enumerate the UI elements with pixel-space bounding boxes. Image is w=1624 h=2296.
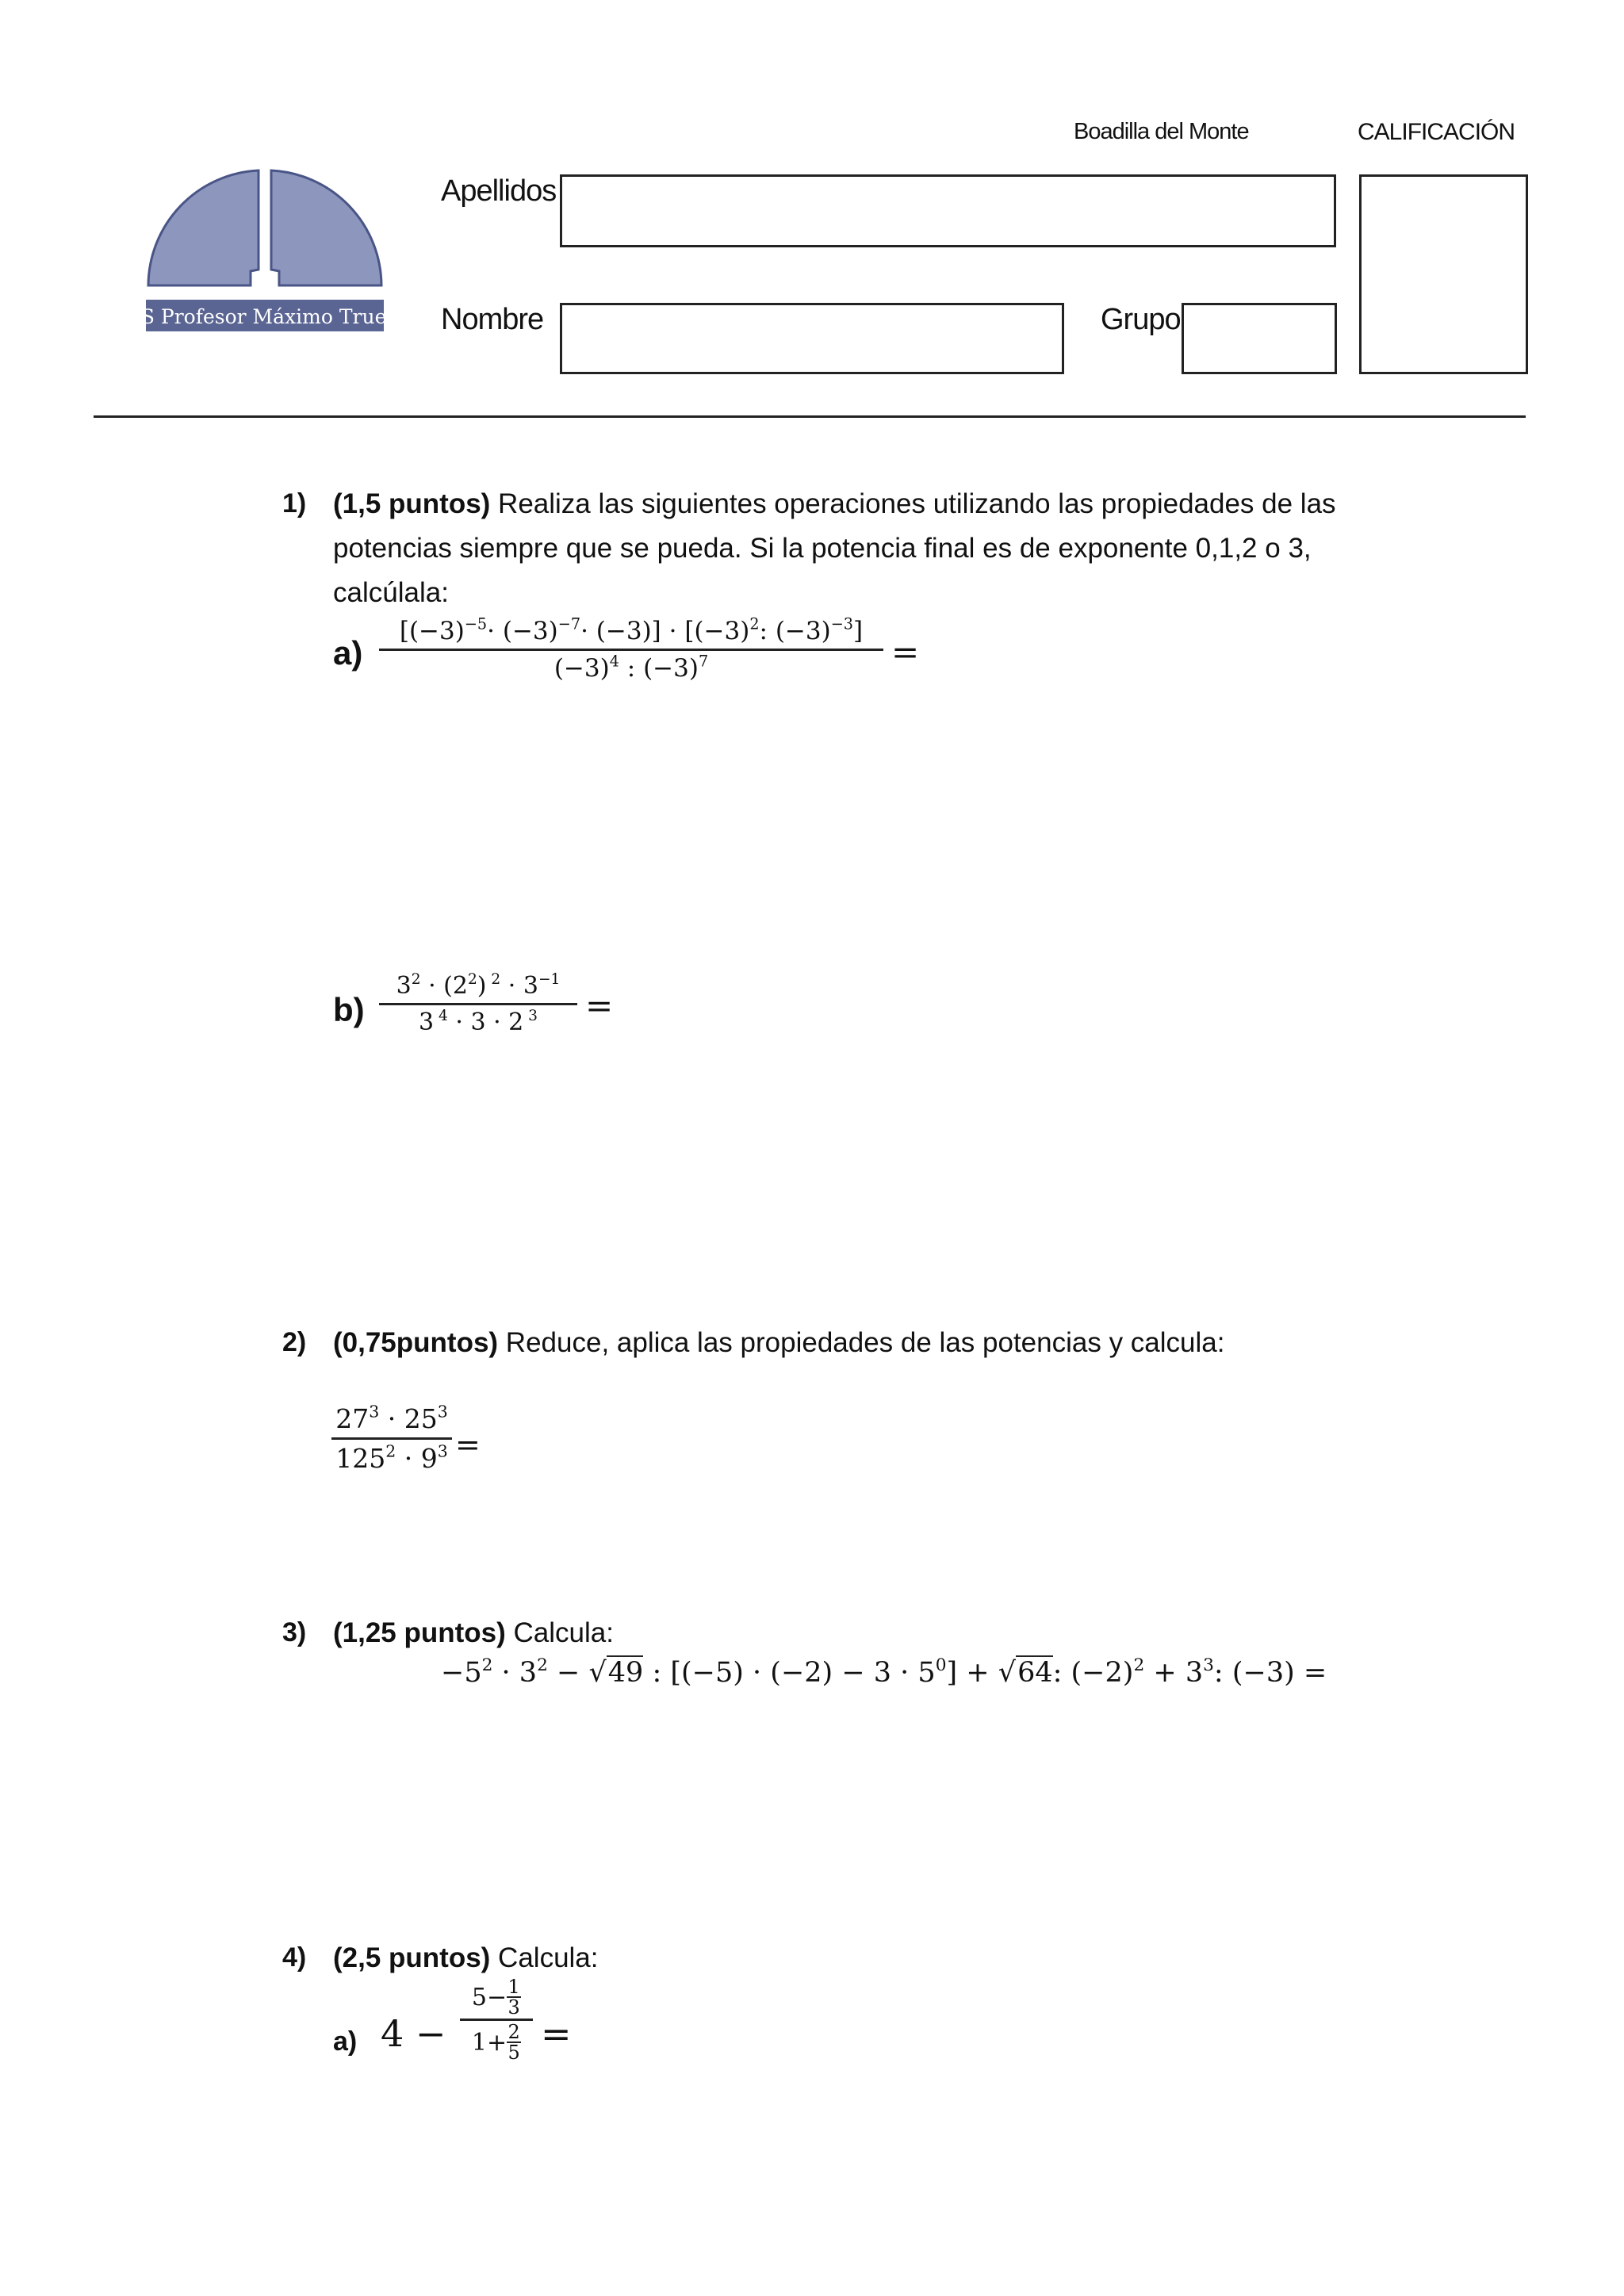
surname-label: Apellidos <box>441 174 557 208</box>
name-label: Nombre <box>441 303 544 336</box>
surname-field[interactable] <box>560 174 1336 247</box>
q1-text <box>333 482 1491 615</box>
grade-label: CALIFICACIÓN <box>1358 119 1515 145</box>
q3-points: (1,25 puntos) <box>333 1617 506 1648</box>
q1a-denominator: $(-3)^4$ : $(-3)^7$ <box>553 652 709 683</box>
q1a-numerator: $[(-3)^{-5}\cdot (-3)^{-7}\cdot (-3)] \cdot [(-3)^2$: $(-3)^{-3}$] <box>399 614 864 645</box>
q2-fraction <box>331 1403 452 1474</box>
q1b-denominator: 3 $^4$ · 3 · 2 $^3$ <box>419 1007 538 1036</box>
logo-lettering: IES Profesor Máximo Trueba <box>118 305 412 328</box>
q2-denominator: $125^2 \cdot 9^3$ <box>335 1441 448 1474</box>
q4-text <box>333 1936 1491 1980</box>
q1-line3: calcúlala: <box>333 577 449 608</box>
q4a-lead: 4 − <box>381 2012 446 2055</box>
school-logo <box>118 166 412 333</box>
q4-number: 4) <box>282 1942 307 1973</box>
q1a-label: a) <box>333 634 363 672</box>
q4a-fraction <box>460 1977 533 2062</box>
q2-points: (0,75puntos) <box>333 1327 499 1358</box>
q2-number: 2) <box>282 1327 307 1357</box>
location-label: Boadilla del Monte <box>1074 119 1249 144</box>
q3-line1: Calcula: <box>505 1617 614 1648</box>
q1-line2: potencias siempre que se pueda. Si la potencia final es de exponente 0,1,2 o 3, <box>333 533 1312 564</box>
name-field[interactable] <box>560 303 1064 374</box>
q2-line1: Reduce, aplica las propiedades de las potencias y calcula: <box>498 1327 1225 1358</box>
q4a-equals: = <box>541 2012 572 2055</box>
q1-points: (1,5 puntos) <box>333 488 491 519</box>
q3-text <box>333 1611 1491 1655</box>
q2-equals: = <box>455 1427 481 1462</box>
q4a-numerator: 5− 1 3 <box>471 1976 520 2019</box>
q1a-equals: = <box>891 633 920 672</box>
group-label: Grupo <box>1101 303 1181 336</box>
q4-points: (2,5 puntos) <box>333 1942 491 1973</box>
q2-numerator: $27^3 \cdot 25^3$ <box>335 1402 448 1434</box>
q3-expression: $-5^2 \cdot 3^2 - √49$ : $[(-5) \cdot (-2) - 3 \cdot 5^0] + √64$: $(-2)^2 + 3^3$: (−3) = <box>441 1655 1327 1689</box>
q1-number: 1) <box>282 488 307 519</box>
q3-number: 3) <box>282 1617 307 1647</box>
q1b-equals: = <box>585 986 614 1025</box>
q1b-label: b) <box>333 991 365 1028</box>
group-field[interactable] <box>1182 303 1337 374</box>
grade-box[interactable] <box>1359 174 1528 374</box>
q4a-label: a) <box>333 2026 358 2057</box>
header-divider <box>94 415 1526 418</box>
q1b-fraction <box>379 972 577 1036</box>
q4a-denominator: 1+ 2 5 <box>471 2021 520 2064</box>
q1-line1: Realiza las siguientes operaciones utilizando las propiedades de las <box>490 488 1336 519</box>
q1a-fraction <box>379 614 883 683</box>
q4-line1: Calcula: <box>490 1942 599 1973</box>
q1b-numerator: $3^2 \cdot (2^2) ^2 \cdot 3^{-1}$ <box>396 970 561 1000</box>
q2-text <box>333 1321 1491 1365</box>
